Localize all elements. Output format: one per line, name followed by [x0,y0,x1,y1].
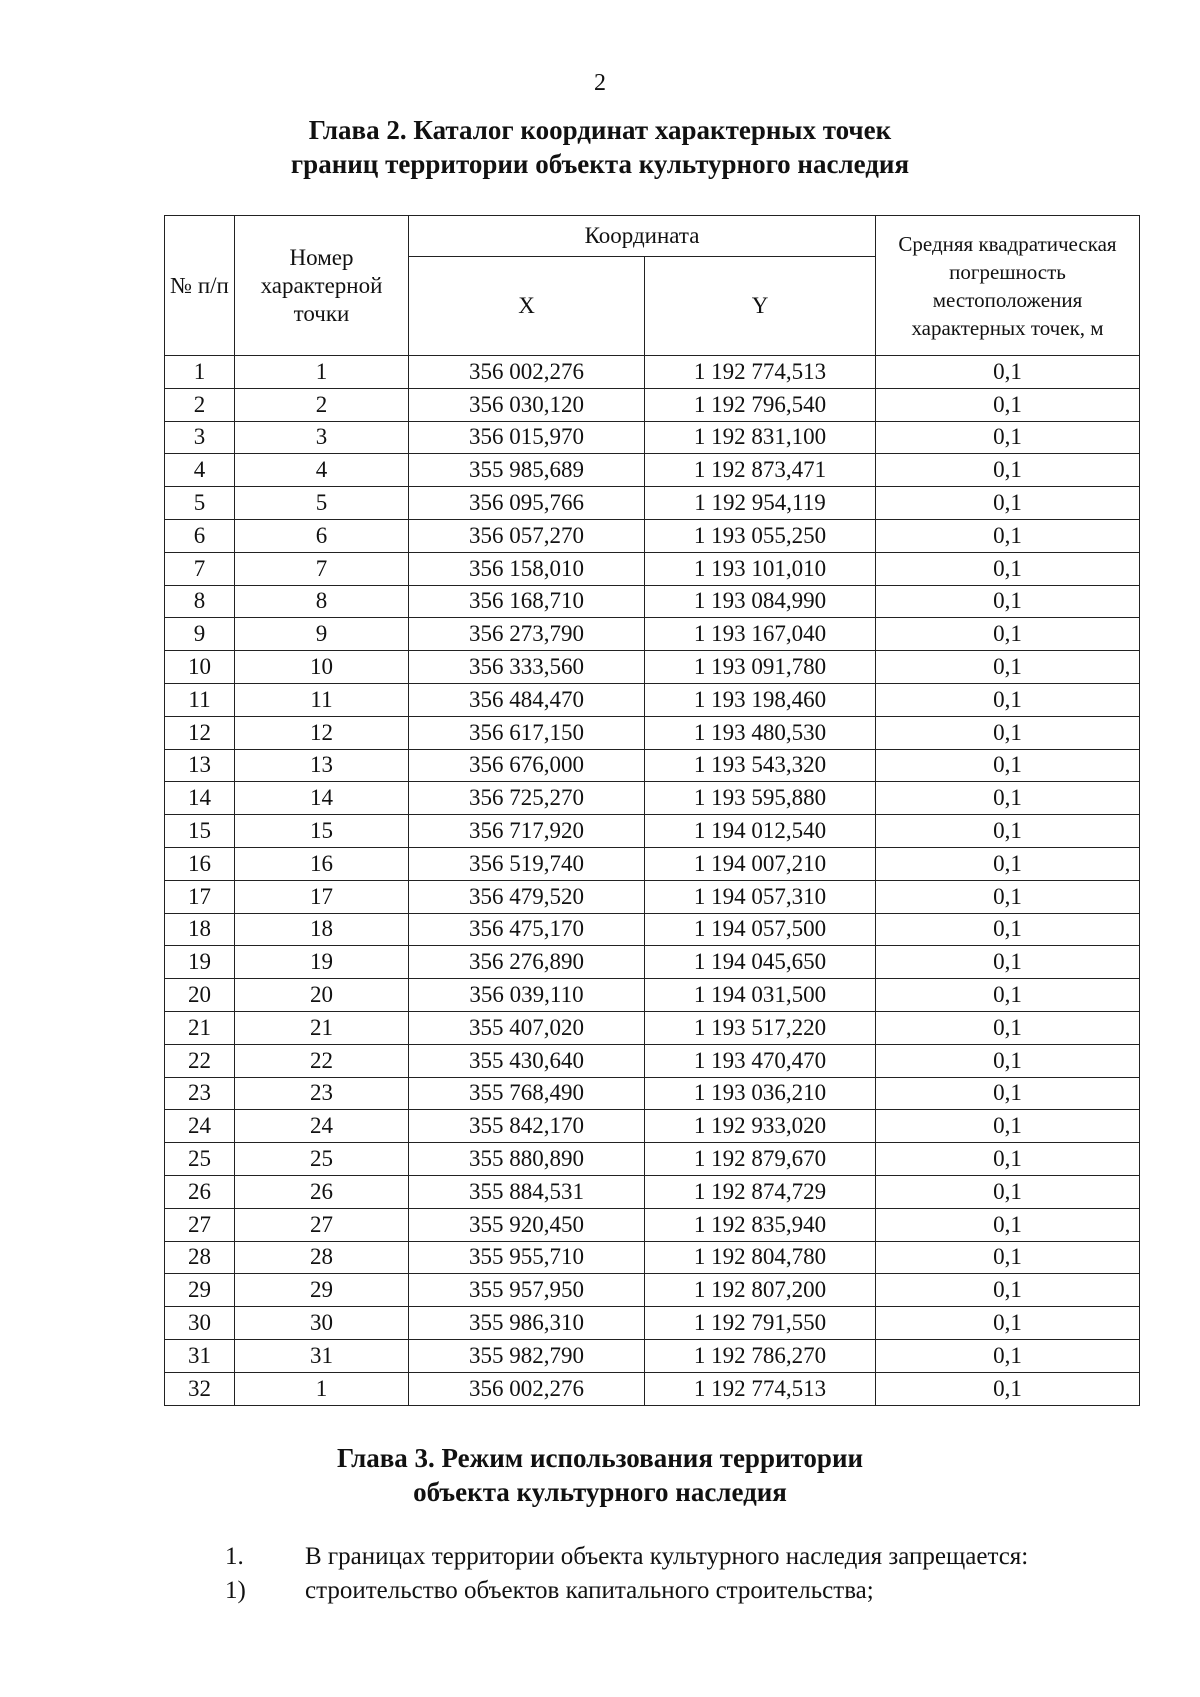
cell-point-number: 9 [235,618,409,651]
cell-x: 356 095,766 [409,487,645,520]
cell-y: 1 192 774,513 [645,1372,876,1405]
cell-error: 0,1 [876,782,1140,815]
table-row [165,1044,1140,1077]
cell-error: 0,1 [876,585,1140,618]
table-row [165,356,1140,389]
table-row [165,1143,1140,1176]
cell-x: 355 430,640 [409,1044,645,1077]
cell-x: 356 617,150 [409,716,645,749]
chapter-2-title [0,113,1200,181]
chapter-3-title-line-1: Глава 3. Режим использования территории [336,1443,864,1473]
cell-y: 1 192 791,550 [645,1307,876,1340]
cell-y: 1 193 055,250 [645,519,876,552]
cell-x: 355 985,689 [409,454,645,487]
cell-x: 356 039,110 [409,979,645,1012]
clause-item [225,1540,1145,1574]
cell-point-number: 14 [235,782,409,815]
cell-x: 356 519,740 [409,847,645,880]
cell-point-number: 19 [235,946,409,979]
cell-x: 355 982,790 [409,1339,645,1372]
cell-error: 0,1 [876,1339,1140,1372]
table-row [165,1077,1140,1110]
header-row-number: № п/п [165,216,235,356]
cell-x: 356 717,920 [409,815,645,848]
cell-row-number: 6 [165,519,235,552]
cell-point-number: 3 [235,421,409,454]
cell-x: 355 407,020 [409,1011,645,1044]
cell-row-number: 2 [165,388,235,421]
cell-y: 1 193 036,210 [645,1077,876,1110]
cell-error: 0,1 [876,1241,1140,1274]
header-y: Y [645,257,876,356]
cell-error: 0,1 [876,880,1140,913]
cell-point-number: 30 [235,1307,409,1340]
cell-point-number: 23 [235,1077,409,1110]
cell-error: 0,1 [876,1274,1140,1307]
cell-point-number: 6 [235,519,409,552]
table-row [165,946,1140,979]
table-row [165,1011,1140,1044]
clause-text: В границах территории объекта культурного наследия запрещается: [305,1543,1029,1570]
cell-x: 356 725,270 [409,782,645,815]
cell-error: 0,1 [876,979,1140,1012]
cell-y: 1 192 835,940 [645,1208,876,1241]
cell-point-number: 8 [235,585,409,618]
table-row [165,421,1140,454]
cell-error: 0,1 [876,487,1140,520]
coordinates-table-header [165,216,1140,356]
cell-y: 1 193 084,990 [645,585,876,618]
cell-point-number: 4 [235,454,409,487]
cell-point-number: 22 [235,1044,409,1077]
cell-point-number: 7 [235,552,409,585]
table-row [165,847,1140,880]
cell-x: 356 158,010 [409,552,645,585]
cell-row-number: 9 [165,618,235,651]
cell-y: 1 193 517,220 [645,1011,876,1044]
cell-row-number: 32 [165,1372,235,1405]
cell-point-number: 12 [235,716,409,749]
cell-point-number: 28 [235,1241,409,1274]
cell-point-number: 20 [235,979,409,1012]
chapter-3-title [0,1441,1200,1509]
cell-row-number: 10 [165,651,235,684]
cell-y: 1 193 595,880 [645,782,876,815]
table-row [165,979,1140,1012]
cell-row-number: 3 [165,421,235,454]
cell-row-number: 4 [165,454,235,487]
cell-y: 1 192 804,780 [645,1241,876,1274]
cell-error: 0,1 [876,815,1140,848]
cell-error: 0,1 [876,749,1140,782]
cell-y: 1 193 470,470 [645,1044,876,1077]
cell-y: 1 193 167,040 [645,618,876,651]
cell-point-number: 25 [235,1143,409,1176]
cell-x: 355 920,450 [409,1208,645,1241]
cell-row-number: 25 [165,1143,235,1176]
cell-point-number: 13 [235,749,409,782]
cell-row-number: 11 [165,683,235,716]
cell-error: 0,1 [876,1307,1140,1340]
cell-error: 0,1 [876,651,1140,684]
table-row [165,749,1140,782]
cell-row-number: 17 [165,880,235,913]
table-row [165,1241,1140,1274]
cell-y: 1 193 198,460 [645,683,876,716]
cell-y: 1 192 796,540 [645,388,876,421]
cell-error: 0,1 [876,388,1140,421]
cell-x: 356 475,170 [409,913,645,946]
cell-error: 0,1 [876,454,1140,487]
chapter-2-title-line-2: границ территории объекта культурного наследия [290,149,910,179]
cell-y: 1 193 101,010 [645,552,876,585]
table-row [165,913,1140,946]
cell-x: 355 880,890 [409,1143,645,1176]
cell-y: 1 193 091,780 [645,651,876,684]
chapter-2-title-line-1: Глава 2. Каталог координат характерных точек [308,115,892,145]
cell-row-number: 31 [165,1339,235,1372]
cell-point-number: 1 [235,356,409,389]
table-row [165,651,1140,684]
cell-error: 0,1 [876,1110,1140,1143]
cell-point-number: 16 [235,847,409,880]
cell-point-number: 11 [235,683,409,716]
cell-row-number: 5 [165,487,235,520]
cell-row-number: 1 [165,356,235,389]
cell-x: 356 030,120 [409,388,645,421]
cell-point-number: 24 [235,1110,409,1143]
cell-row-number: 8 [165,585,235,618]
table-row [165,716,1140,749]
cell-error: 0,1 [876,421,1140,454]
cell-y: 1 193 543,320 [645,749,876,782]
cell-y: 1 192 807,200 [645,1274,876,1307]
cell-x: 356 484,470 [409,683,645,716]
cell-error: 0,1 [876,913,1140,946]
cell-x: 355 955,710 [409,1241,645,1274]
cell-error: 0,1 [876,683,1140,716]
chapter-3-title-line-2: объекта культурного наследия [413,1477,787,1507]
cell-point-number: 29 [235,1274,409,1307]
cell-y: 1 192 774,513 [645,356,876,389]
table-row [165,1274,1140,1307]
cell-y: 1 192 954,119 [645,487,876,520]
header-mean-square-error [876,216,1140,356]
cell-error: 0,1 [876,618,1140,651]
page-number: 2 [594,70,606,96]
cell-point-number: 10 [235,651,409,684]
table-row [165,782,1140,815]
cell-point-number: 26 [235,1175,409,1208]
cell-error: 0,1 [876,847,1140,880]
cell-x: 355 957,950 [409,1274,645,1307]
header-point-number: Номер характерной точки [235,216,409,356]
header-x: X [409,257,645,356]
cell-y: 1 194 031,500 [645,979,876,1012]
cell-error: 0,1 [876,1011,1140,1044]
coordinates-table [164,215,1140,1406]
cell-y: 1 192 786,270 [645,1339,876,1372]
table-row [165,487,1140,520]
cell-row-number: 29 [165,1274,235,1307]
cell-x: 355 842,170 [409,1110,645,1143]
table-row [165,519,1140,552]
table-row [165,552,1140,585]
cell-y: 1 194 007,210 [645,847,876,880]
cell-error: 0,1 [876,552,1140,585]
cell-y: 1 192 831,100 [645,421,876,454]
cell-x: 356 479,520 [409,880,645,913]
cell-error: 0,1 [876,1077,1140,1110]
cell-row-number: 16 [165,847,235,880]
cell-point-number: 15 [235,815,409,848]
cell-row-number: 26 [165,1175,235,1208]
clause-number: 1. [225,1543,244,1570]
cell-row-number: 22 [165,1044,235,1077]
table-row [165,454,1140,487]
cell-row-number: 13 [165,749,235,782]
cell-point-number: 27 [235,1208,409,1241]
cell-row-number: 24 [165,1110,235,1143]
clause-number: 1) [225,1577,246,1604]
clause-item [225,1574,1145,1608]
cell-x: 356 676,000 [409,749,645,782]
cell-row-number: 30 [165,1307,235,1340]
cell-point-number: 1 [235,1372,409,1405]
cell-y: 1 194 045,650 [645,946,876,979]
cell-x: 355 884,531 [409,1175,645,1208]
cell-point-number: 31 [235,1339,409,1372]
cell-point-number: 21 [235,1011,409,1044]
cell-row-number: 12 [165,716,235,749]
cell-error: 0,1 [876,1208,1140,1241]
cell-error: 0,1 [876,1175,1140,1208]
cell-row-number: 27 [165,1208,235,1241]
cell-error: 0,1 [876,946,1140,979]
cell-point-number: 17 [235,880,409,913]
table-row [165,815,1140,848]
cell-y: 1 194 012,540 [645,815,876,848]
cell-y: 1 194 057,500 [645,913,876,946]
cell-error: 0,1 [876,1044,1140,1077]
clause-text: строительство объектов капитального строительства; [305,1577,874,1604]
cell-y: 1 192 874,729 [645,1175,876,1208]
cell-x: 356 015,970 [409,421,645,454]
cell-row-number: 20 [165,979,235,1012]
table-row [165,683,1140,716]
cell-row-number: 21 [165,1011,235,1044]
table-row [165,585,1140,618]
cell-error: 0,1 [876,1372,1140,1405]
cell-y: 1 192 879,670 [645,1143,876,1176]
cell-point-number: 2 [235,388,409,421]
cell-x: 355 986,310 [409,1307,645,1340]
cell-point-number: 5 [235,487,409,520]
cell-error: 0,1 [876,356,1140,389]
table-row [165,1175,1140,1208]
table-row [165,1110,1140,1143]
table-row [165,1208,1140,1241]
cell-x: 356 276,890 [409,946,645,979]
table-row [165,1372,1140,1405]
cell-x: 356 168,710 [409,585,645,618]
table-row [165,388,1140,421]
cell-x: 356 333,560 [409,651,645,684]
cell-x: 356 273,790 [409,618,645,651]
cell-x: 356 002,276 [409,356,645,389]
cell-x: 356 002,276 [409,1372,645,1405]
cell-row-number: 19 [165,946,235,979]
cell-y: 1 194 057,310 [645,880,876,913]
cell-error: 0,1 [876,519,1140,552]
cell-y: 1 192 873,471 [645,454,876,487]
chapter-3-clauses [225,1540,1145,1608]
cell-error: 0,1 [876,1143,1140,1176]
cell-y: 1 192 933,020 [645,1110,876,1143]
header-mean-square-error-text: Средняя квадратическая погрешность местоположения характерных точек, м [898,231,1117,340]
coordinates-table-body [165,356,1140,1406]
cell-row-number: 23 [165,1077,235,1110]
cell-row-number: 28 [165,1241,235,1274]
cell-row-number: 18 [165,913,235,946]
table-row [165,618,1140,651]
cell-x: 355 768,490 [409,1077,645,1110]
cell-row-number: 7 [165,552,235,585]
cell-y: 1 193 480,530 [645,716,876,749]
table-row [165,1339,1140,1372]
cell-row-number: 15 [165,815,235,848]
header-coordinate: Координата [409,216,876,257]
cell-error: 0,1 [876,716,1140,749]
cell-row-number: 14 [165,782,235,815]
table-row [165,880,1140,913]
table-row [165,1307,1140,1340]
cell-point-number: 18 [235,913,409,946]
cell-x: 356 057,270 [409,519,645,552]
